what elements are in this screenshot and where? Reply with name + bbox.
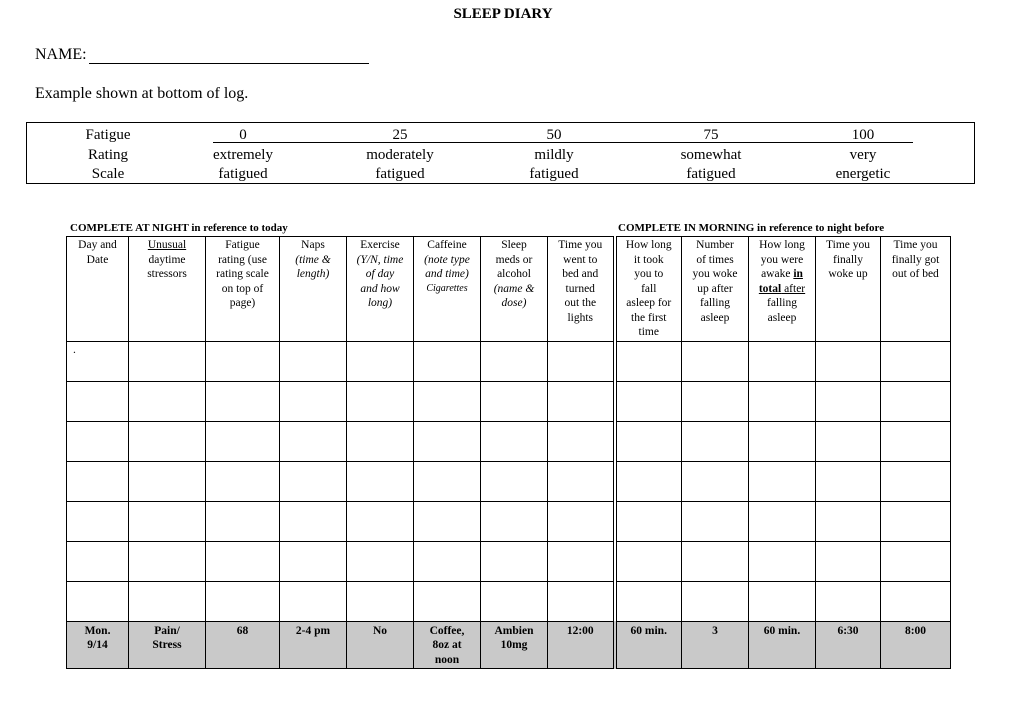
name-blank-line[interactable]	[89, 49, 369, 64]
scale-point: 0 extremely fatigued	[213, 127, 273, 182]
entry-cell[interactable]	[816, 541, 881, 581]
entry-cell[interactable]	[347, 381, 414, 421]
example-bedtime: 12:00	[548, 621, 615, 669]
entry-cell[interactable]	[881, 581, 951, 621]
entry-cell[interactable]	[881, 501, 951, 541]
entry-cell[interactable]	[129, 501, 206, 541]
entry-cell[interactable]	[414, 381, 481, 421]
entry-cell[interactable]	[206, 341, 280, 381]
entry-cell[interactable]	[481, 421, 548, 461]
example-caffeine: Coffee, 8oz at noon	[414, 621, 481, 669]
col-exercise: Exercise (Y/N, time of day and how long)	[347, 237, 414, 342]
entry-cell[interactable]	[749, 341, 816, 381]
scale-point: 25 moderately fatigued	[366, 127, 434, 182]
scale-label: Fatigue Rating Scale	[85, 127, 131, 182]
entry-cell[interactable]	[682, 421, 749, 461]
entry-cell[interactable]	[67, 421, 129, 461]
entry-cell[interactable]	[682, 541, 749, 581]
entry-cell[interactable]	[481, 461, 548, 501]
entry-cell[interactable]	[206, 421, 280, 461]
entry-cell[interactable]	[206, 581, 280, 621]
entry-cell[interactable]	[749, 541, 816, 581]
entry-cell[interactable]	[67, 541, 129, 581]
name-label: NAME:	[35, 46, 87, 63]
entry-cell[interactable]	[682, 461, 749, 501]
scale-point: 100 very energetic	[835, 127, 891, 182]
col-wakings: Number of times you woke up after falling asleep	[682, 237, 749, 342]
entry-cell[interactable]	[481, 341, 548, 381]
entry-cell[interactable]	[347, 461, 414, 501]
example-day: Mon. 9/14	[67, 621, 129, 669]
entry-cell[interactable]	[749, 501, 816, 541]
col-stressors: Unusual daytime stressors	[129, 237, 206, 342]
entry-cell[interactable]	[414, 501, 481, 541]
entry-cell[interactable]	[280, 381, 347, 421]
entry-cell[interactable]: .	[67, 341, 129, 381]
entry-cell[interactable]	[280, 341, 347, 381]
entry-cell[interactable]	[881, 541, 951, 581]
fatigue-rating-scale	[26, 122, 975, 184]
entry-cell[interactable]	[481, 581, 548, 621]
entry-cell[interactable]	[206, 461, 280, 501]
entry-cell[interactable]	[816, 581, 881, 621]
entry-cell[interactable]	[881, 341, 951, 381]
col-day-date: Day and Date	[67, 237, 129, 342]
entry-cell[interactable]	[881, 421, 951, 461]
entry-cell[interactable]	[280, 541, 347, 581]
table-row	[67, 421, 951, 461]
entry-cell[interactable]	[347, 421, 414, 461]
entry-cell[interactable]	[548, 501, 615, 541]
entry-cell[interactable]	[816, 421, 881, 461]
example-woke: 6:30	[816, 621, 881, 669]
night-section-heading: COMPLETE AT NIGHT in reference to today	[70, 222, 288, 234]
col-caffeine: Caffeine (note type and time) Cigarettes	[414, 237, 481, 342]
example-row	[67, 621, 951, 669]
col-sleep-meds: Sleep meds or alcohol (name & dose)	[481, 237, 548, 342]
entry-cell[interactable]	[347, 501, 414, 541]
example-stressors: Pain/ Stress	[129, 621, 206, 669]
entry-cell[interactable]	[615, 581, 682, 621]
name-field[interactable]	[35, 46, 369, 64]
entry-cell[interactable]	[749, 381, 816, 421]
table-row	[67, 341, 951, 381]
sleep-diary-table	[66, 236, 951, 669]
entry-cell[interactable]	[481, 541, 548, 581]
entry-cell[interactable]	[129, 381, 206, 421]
entry-cell[interactable]	[347, 541, 414, 581]
entry-cell[interactable]	[615, 381, 682, 421]
entry-cell[interactable]	[414, 461, 481, 501]
entry-cell[interactable]	[816, 341, 881, 381]
entry-cell[interactable]	[129, 421, 206, 461]
entry-cell[interactable]	[481, 381, 548, 421]
entry-cell[interactable]	[481, 501, 548, 541]
entry-cell[interactable]	[129, 341, 206, 381]
entry-cell[interactable]	[548, 381, 615, 421]
entry-cell[interactable]	[129, 581, 206, 621]
table-row	[67, 501, 951, 541]
entry-cell[interactable]	[206, 381, 280, 421]
entry-cell[interactable]	[129, 461, 206, 501]
example-meds: Ambien 10mg	[481, 621, 548, 669]
table-row	[67, 541, 951, 581]
entry-cell[interactable]	[414, 581, 481, 621]
entry-cell[interactable]	[548, 341, 615, 381]
entry-cell[interactable]	[615, 421, 682, 461]
example-exercise: No	[347, 621, 414, 669]
entry-cell[interactable]	[67, 381, 129, 421]
entry-cell[interactable]	[881, 461, 951, 501]
col-out-of-bed: Time you finally got out of bed	[881, 237, 951, 342]
entry-cell[interactable]	[67, 461, 129, 501]
scale-point: 50 mildly fatigued	[529, 127, 579, 182]
scale-point: 75 somewhat fatigued	[680, 127, 742, 182]
entry-cell[interactable]	[615, 501, 682, 541]
table-row	[67, 581, 951, 621]
entry-cell[interactable]	[682, 581, 749, 621]
example-fatigue: 68	[206, 621, 280, 669]
example-latency: 60 min.	[615, 621, 682, 669]
example-awake: 60 min.	[749, 621, 816, 669]
col-sleep-latency: How long it took you to fall asleep for the first time	[615, 237, 682, 342]
entry-cell[interactable]	[414, 421, 481, 461]
entry-cell[interactable]	[347, 341, 414, 381]
entry-cell[interactable]	[129, 541, 206, 581]
col-awake-total: How long you were awake in total after falling asleep	[749, 237, 816, 342]
col-naps: Naps (time & length)	[280, 237, 347, 342]
table-row	[67, 381, 951, 421]
entry-cell[interactable]	[280, 461, 347, 501]
entry-cell[interactable]	[548, 461, 615, 501]
entry-cell[interactable]	[206, 501, 280, 541]
entry-cell[interactable]	[280, 421, 347, 461]
page-title: SLEEP DIARY	[453, 6, 553, 22]
example-wakings: 3	[682, 621, 749, 669]
entry-cell[interactable]	[682, 381, 749, 421]
entry-cell[interactable]	[347, 581, 414, 621]
entry-cell[interactable]	[615, 461, 682, 501]
entry-cell[interactable]	[548, 541, 615, 581]
entry-cell[interactable]	[280, 501, 347, 541]
entry-cell[interactable]	[881, 381, 951, 421]
entry-cell[interactable]	[816, 501, 881, 541]
entry-cell[interactable]	[749, 421, 816, 461]
entry-cell[interactable]	[67, 581, 129, 621]
entry-cell[interactable]	[615, 541, 682, 581]
col-fatigue-rating: Fatigue rating (use rating scale on top of page)	[206, 237, 280, 342]
entry-cell[interactable]	[749, 581, 816, 621]
entry-cell[interactable]	[816, 381, 881, 421]
entry-cell[interactable]	[548, 581, 615, 621]
example-out-of-bed: 8:00	[881, 621, 951, 669]
entry-cell[interactable]	[816, 461, 881, 501]
entry-cell[interactable]	[414, 341, 481, 381]
entry-cell[interactable]	[682, 501, 749, 541]
entry-cell[interactable]	[548, 421, 615, 461]
col-bedtime: Time you went to bed and turned out the lights	[548, 237, 615, 342]
header-row	[67, 237, 951, 342]
entry-cell[interactable]	[280, 581, 347, 621]
col-woke-time: Time you finally woke up	[816, 237, 881, 342]
example-note: Example shown at bottom of log.	[35, 85, 249, 102]
entry-cell[interactable]	[615, 341, 682, 381]
entry-cell[interactable]	[682, 341, 749, 381]
entry-cell[interactable]	[414, 541, 481, 581]
entry-cell[interactable]	[67, 501, 129, 541]
morning-section-heading: COMPLETE IN MORNING in reference to night before	[618, 222, 885, 234]
example-naps: 2-4 pm	[280, 621, 347, 669]
table-row	[67, 461, 951, 501]
entry-cell[interactable]	[206, 541, 280, 581]
entry-cell[interactable]	[749, 461, 816, 501]
